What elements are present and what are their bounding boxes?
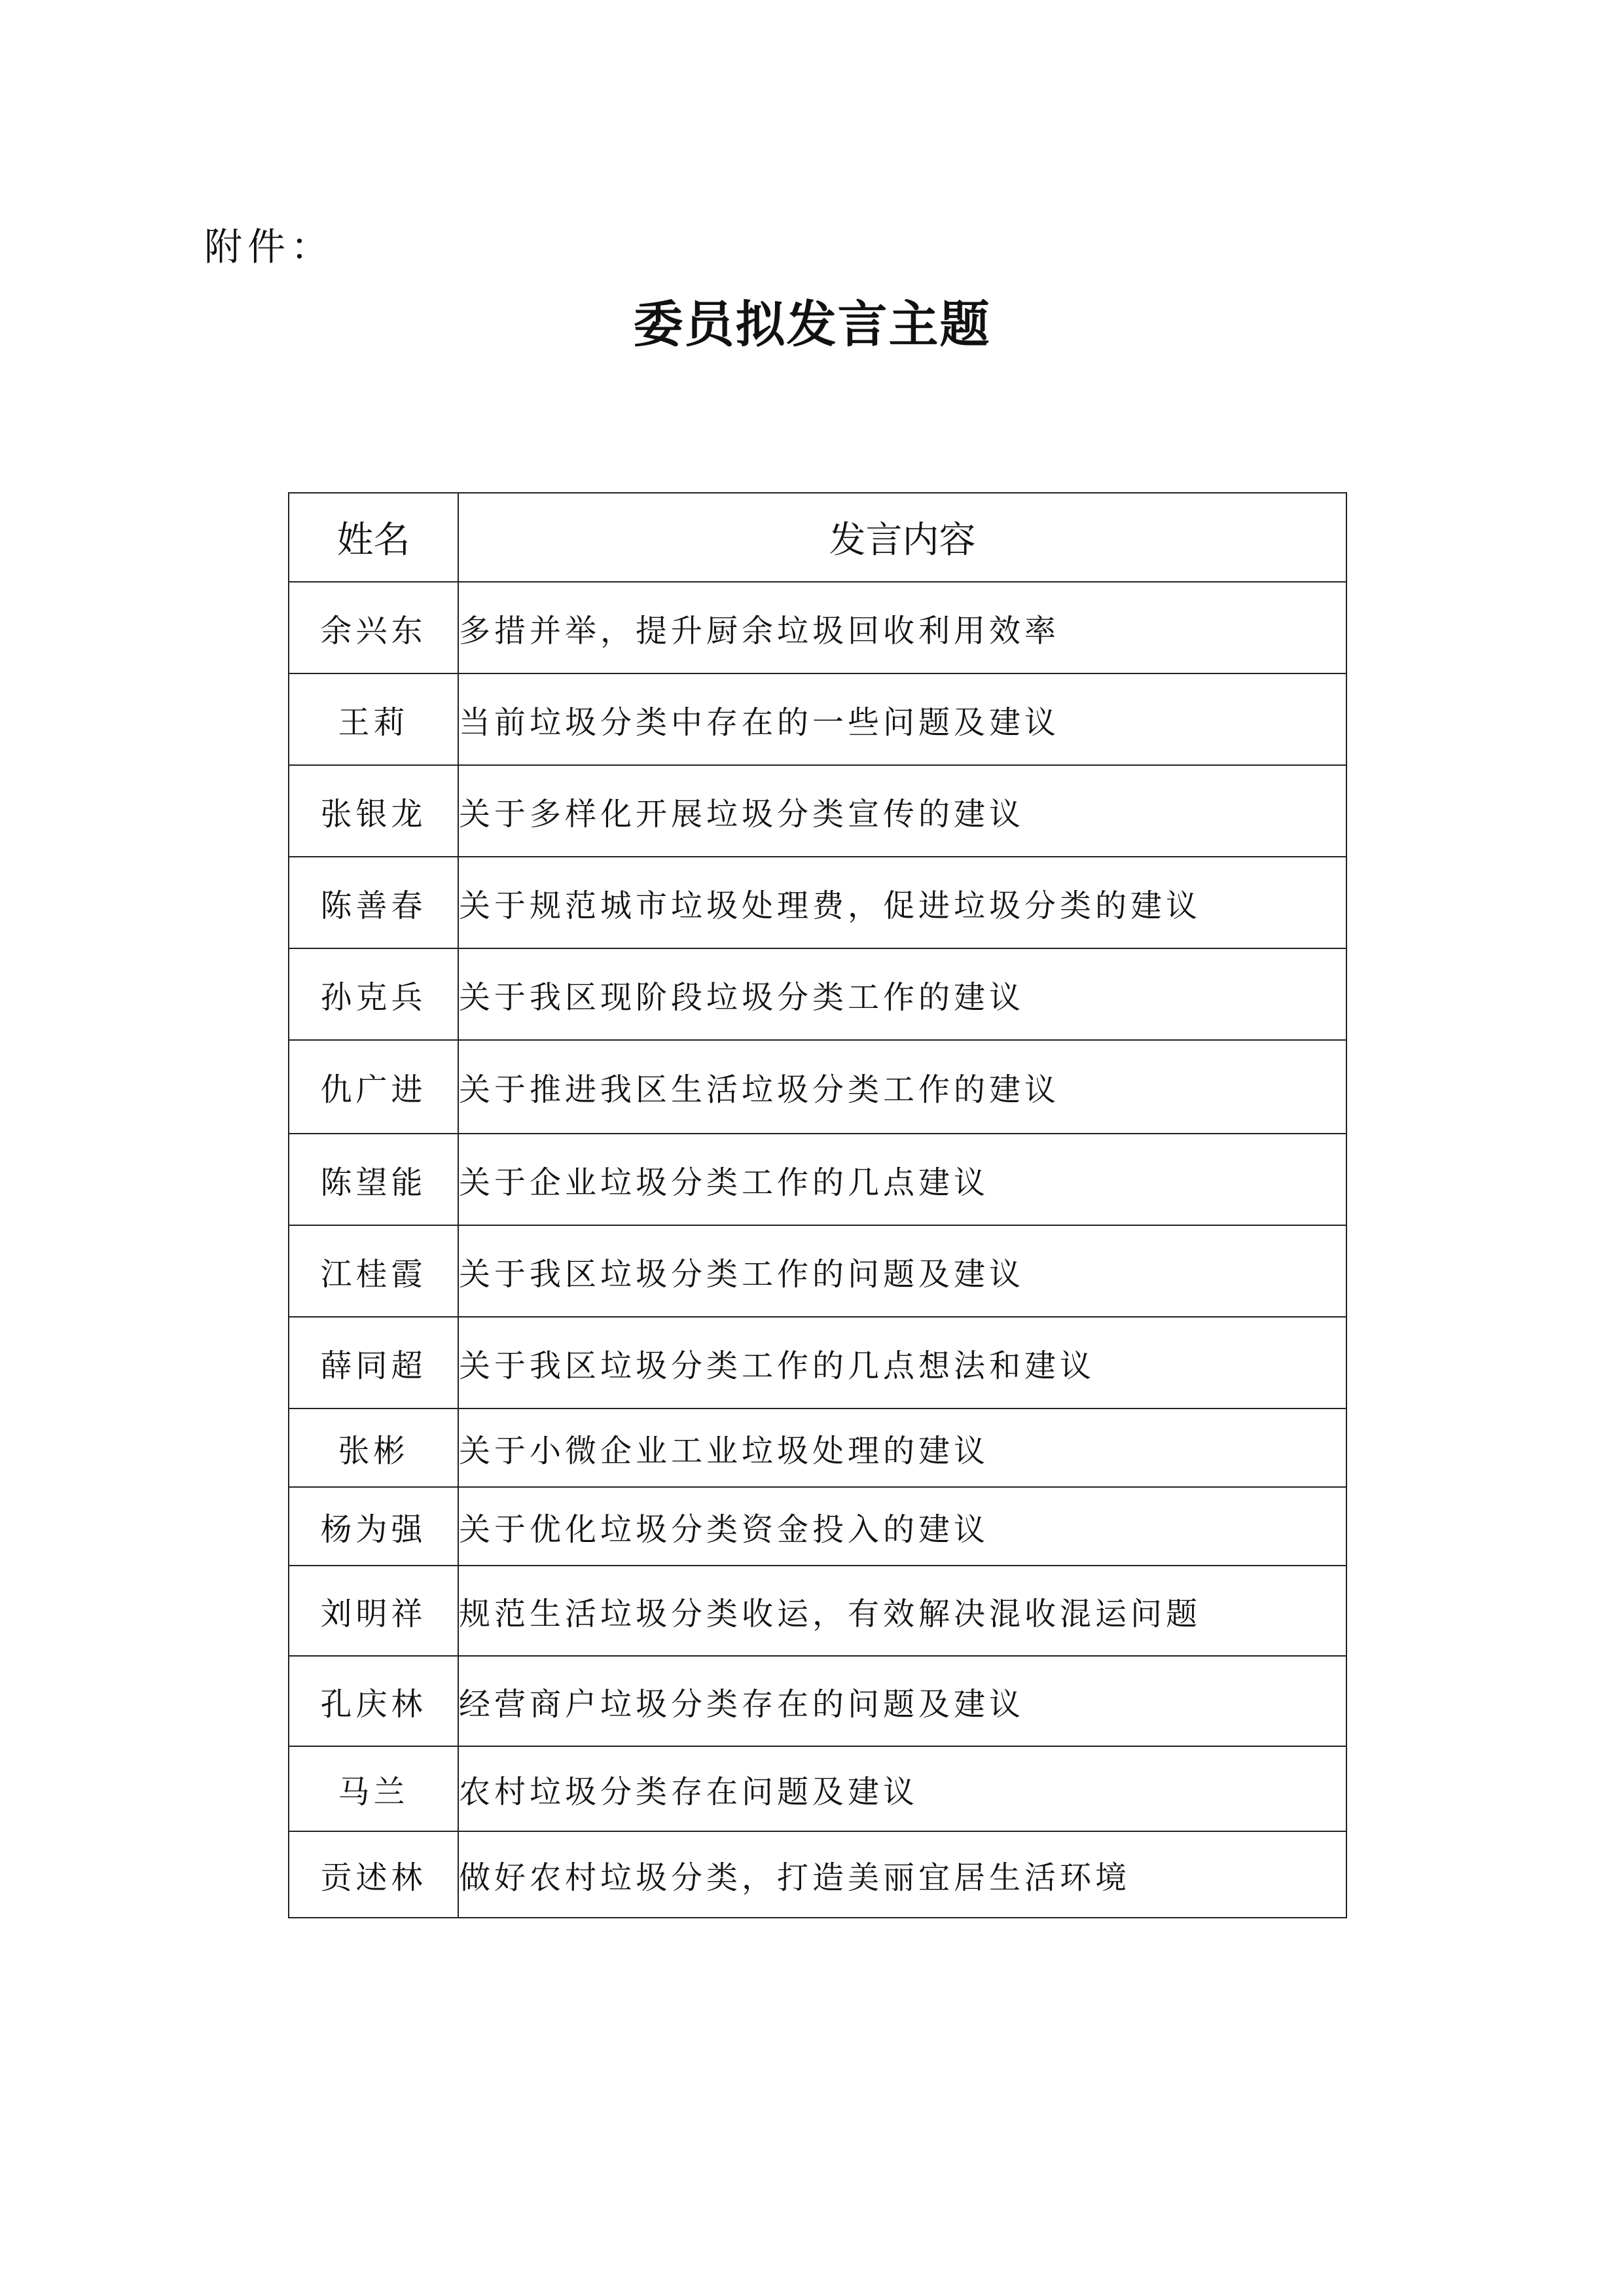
table-row: [289, 1656, 1346, 1746]
speech-topic: 关于小微企业工业垃圾处理的建议: [458, 1408, 1346, 1487]
table-row: [289, 948, 1346, 1040]
speech-topic: 关于企业垃圾分类工作的几点建议: [458, 1134, 1346, 1225]
table-row: [289, 857, 1346, 948]
speech-topic: 当前垃圾分类中存在的一些问题及建议: [458, 673, 1346, 765]
document-title: 委员拟发言主题: [633, 295, 991, 353]
speech-topic: 多措并举，提升厨余垃圾回收利用效率: [458, 582, 1346, 673]
table-row: [289, 765, 1346, 857]
table-row: [289, 1040, 1346, 1134]
column-header-name: 姓名: [289, 493, 458, 582]
speech-topic: 做好农村垃圾分类，打造美丽宜居生活环境: [458, 1831, 1346, 1918]
member-name: 陈善春: [289, 857, 458, 948]
table-header-row: [289, 493, 1346, 582]
speech-topic: 农村垃圾分类存在问题及建议: [458, 1746, 1346, 1831]
table-row: [289, 1566, 1346, 1656]
member-name: 马兰: [289, 1746, 458, 1831]
speech-topic: 关于我区垃圾分类工作的问题及建议: [458, 1225, 1346, 1317]
member-name: 江桂霞: [289, 1225, 458, 1317]
speech-topic: 关于我区现阶段垃圾分类工作的建议: [458, 948, 1346, 1040]
member-name: 余兴东: [289, 582, 458, 673]
table-row: [289, 1134, 1346, 1225]
table-row: [289, 1487, 1346, 1566]
speech-topic: 关于推进我区生活垃圾分类工作的建议: [458, 1040, 1346, 1134]
member-name: 张银龙: [289, 765, 458, 857]
member-name: 孙克兵: [289, 948, 458, 1040]
member-name: 薛同超: [289, 1317, 458, 1408]
speech-topic: 关于多样化开展垃圾分类宣传的建议: [458, 765, 1346, 857]
member-name: 陈望能: [289, 1134, 458, 1225]
speech-topics-table: [288, 492, 1347, 1918]
table-row: [289, 1317, 1346, 1408]
speech-topic: 关于我区垃圾分类工作的几点想法和建议: [458, 1317, 1346, 1408]
speech-topic: 规范生活垃圾分类收运，有效解决混收混运问题: [458, 1566, 1346, 1656]
column-header-content: 发言内容: [458, 493, 1346, 582]
member-name: 贡述林: [289, 1831, 458, 1918]
member-name: 刘明祥: [289, 1566, 458, 1656]
speech-topic: 关于优化垃圾分类资金投入的建议: [458, 1487, 1346, 1566]
table-row: [289, 1408, 1346, 1487]
table-row: [289, 1225, 1346, 1317]
table-row: [289, 1746, 1346, 1831]
member-name: 王莉: [289, 673, 458, 765]
member-name: 张彬: [289, 1408, 458, 1487]
table-row: [289, 673, 1346, 765]
member-name: 杨为强: [289, 1487, 458, 1566]
table-row: [289, 582, 1346, 673]
table-row: [289, 1831, 1346, 1918]
attachment-label: 附件：: [204, 224, 334, 269]
speech-topic: 关于规范城市垃圾处理费，促进垃圾分类的建议: [458, 857, 1346, 948]
member-name: 孔庆林: [289, 1656, 458, 1746]
member-name: 仇广进: [289, 1040, 458, 1134]
speech-topic: 经营商户垃圾分类存在的问题及建议: [458, 1656, 1346, 1746]
